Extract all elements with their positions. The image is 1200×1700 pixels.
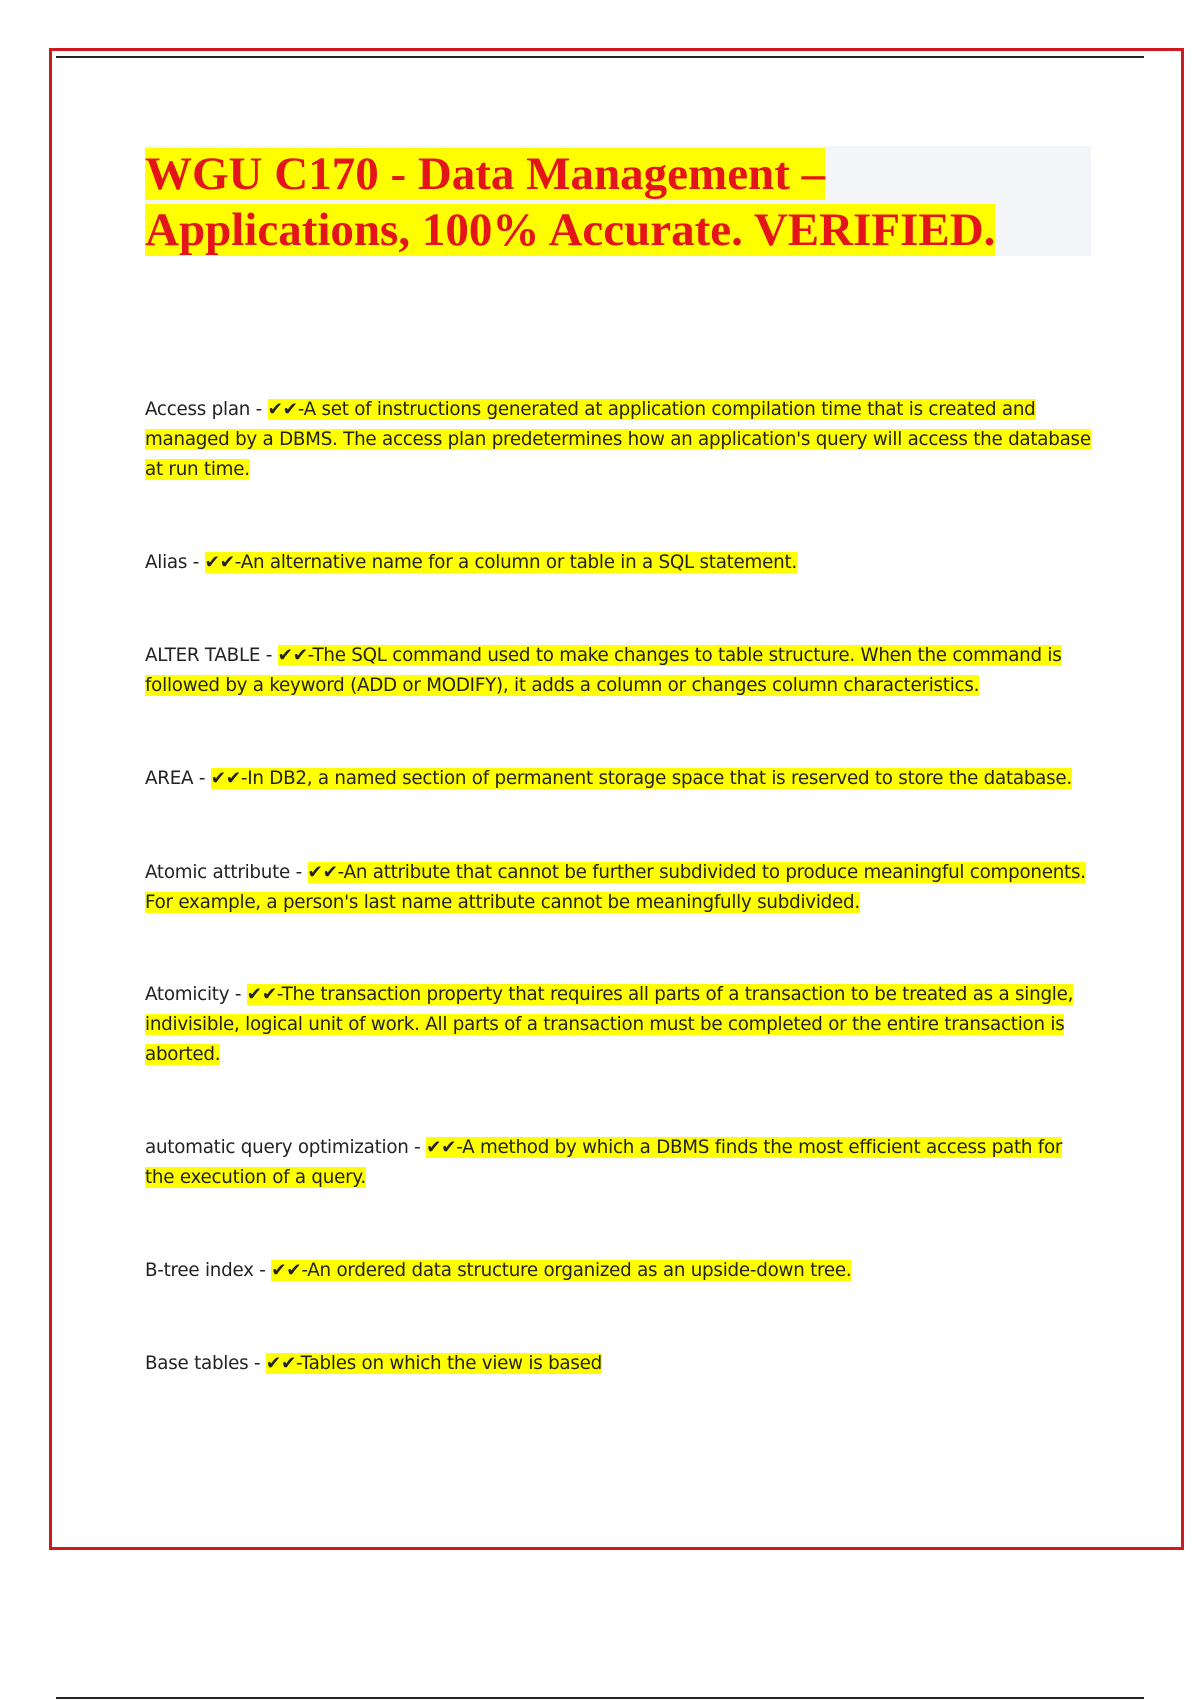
page-border [49,48,1184,1550]
double-check-icon: ✔✔ [307,862,338,883]
entry-definition-highlight [145,399,1091,480]
entry-definition-highlight [266,1353,602,1374]
glossary-entry [145,548,1095,578]
entry-definition: -Tables on which the view is based [296,1353,603,1374]
double-check-icon: ✔✔ [271,1260,302,1281]
entry-term: Access plan - [145,399,268,420]
entry-term: B-tree index - [145,1260,272,1281]
glossary-entry [145,1133,1095,1193]
glossary-entry [145,764,1095,794]
entry-definition: -An ordered data structure organized as an upside-down tree. [301,1260,852,1281]
entry-definition-highlight [211,768,1072,789]
glossary-entry [145,1256,1095,1286]
double-check-icon: ✔✔ [277,645,308,666]
entry-term: AREA - [145,768,211,789]
entry-definition: -An alternative name for a column or table in a SQL statement. [234,552,797,573]
entry-definition: -A method by which a DBMS finds the most efficient access path for the execution of a query. [145,1137,1063,1188]
glossary-entry [145,980,1095,1070]
entry-definition-highlight [205,552,797,573]
entry-term: Atomicity - [145,984,247,1005]
document-title-text: WGU C170 - Data Management – Applications, 100% Accurate. VERIFIED. [145,148,996,256]
entry-term: automatic query optimization - [145,1137,427,1158]
entry-definition: -The SQL command used to make changes to table structure. When the command is followed by a keyword (ADD or MODIFY), it adds a column or changes column characteristics. [145,645,1062,696]
entry-term: Base tables - [145,1353,266,1374]
bottom-rule [56,1697,1144,1699]
glossary-entry [145,1349,1095,1379]
glossary-entry [145,395,1095,485]
entry-definition-highlight [145,645,1062,696]
double-check-icon: ✔✔ [267,399,298,420]
double-check-icon: ✔✔ [426,1137,457,1158]
document-title [145,146,1091,258]
entry-term: Atomic attribute - [145,862,308,883]
glossary-entry [145,858,1095,918]
entry-definition: -A set of instructions generated at application compilation time that is created and managed by a DBMS. The access plan predetermines how an application's query will access the database at run time. [145,399,1091,480]
double-check-icon: ✔✔ [210,768,241,789]
double-check-icon: ✔✔ [204,552,235,573]
double-check-icon: ✔✔ [246,984,277,1005]
entry-definition: -In DB2, a named section of permanent storage space that is reserved to store the database. [240,768,1072,789]
entry-definition-highlight [271,1260,851,1281]
entry-definition: -The transaction property that requires all parts of a transaction to be treated as a single, indivisible, logical unit of work. All parts of a transaction must be completed or the entire transaction is aborted. [145,984,1074,1065]
entry-term: Alias - [145,552,205,573]
entry-definition: -An attribute that cannot be further subdivided to produce meaningful components. For example, a person's last name attribute cannot be meaningfully subdivided. [145,862,1086,913]
entry-term: ALTER TABLE - [145,645,278,666]
entry-definition-highlight [145,984,1073,1065]
glossary-entry [145,641,1095,701]
double-check-icon: ✔✔ [265,1353,297,1374]
